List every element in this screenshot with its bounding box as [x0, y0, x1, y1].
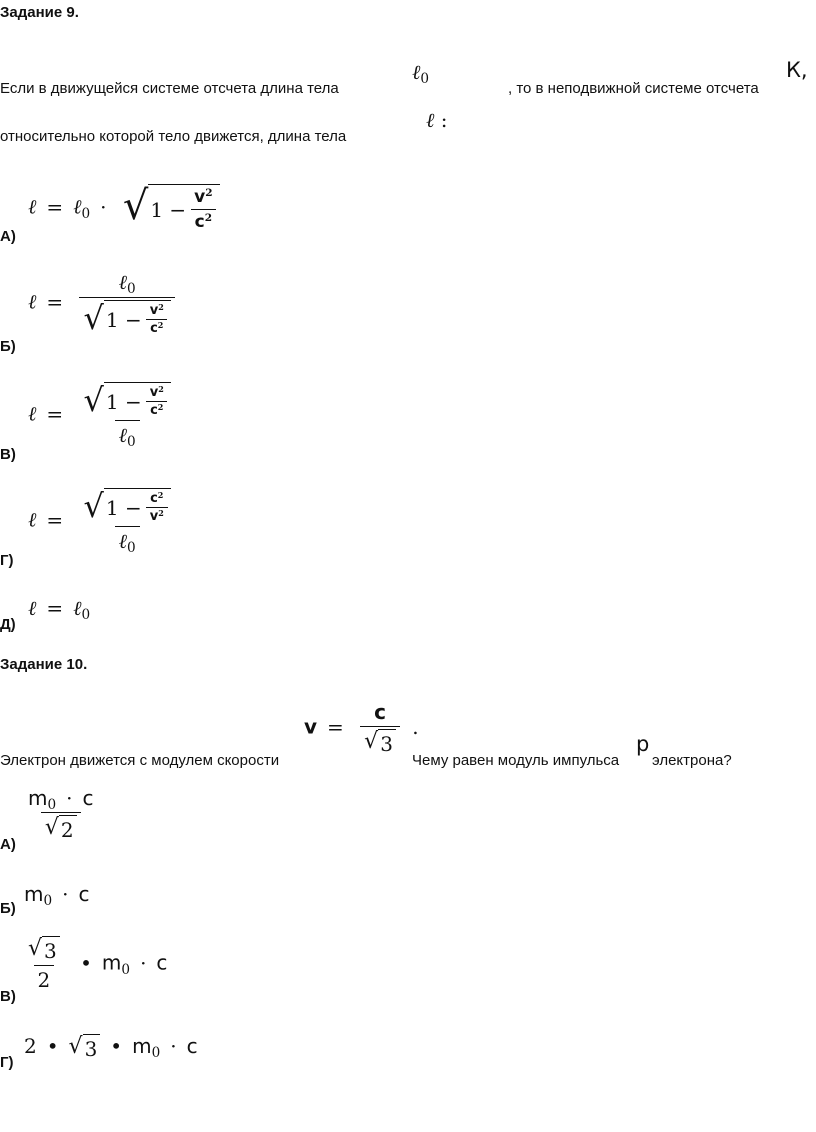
- task9-frame-symbol: К,: [786, 58, 808, 82]
- task10-speed-formula: v = c √ 3 .: [304, 700, 419, 756]
- task10-option-c-formula: √ 3 2 • $m_0 \cdot c$: [28, 936, 168, 992]
- task9-length-colon: :: [440, 108, 448, 132]
- task9-question-part3: относительно которой тело движется, длина тела: [0, 128, 347, 145]
- task9-l0-symbol: ℓ$_0$: [412, 60, 429, 88]
- task10-question-part3: электрона?: [652, 752, 732, 769]
- task10-speed-period: .: [412, 714, 419, 739]
- task9-option-c-label[interactable]: В): [0, 446, 16, 463]
- task10-option-b-label[interactable]: Б): [0, 900, 16, 917]
- task9-title: Задание 9.: [0, 4, 79, 21]
- task9-question-part1: Если в движущейся системе отсчета длина тела: [0, 80, 339, 97]
- task9-l-symbol: ℓ :: [426, 108, 448, 132]
- task10-momentum-symbol: p: [636, 732, 650, 756]
- task9-option-e-label[interactable]: Д): [0, 616, 16, 633]
- task9-option-e-formula: ℓ = ℓ$_0$: [28, 596, 91, 624]
- task10-option-d-formula: 2 • √ 3 • $m_0 \cdot c$: [24, 1034, 198, 1062]
- task10-option-a-formula: $m_0 \cdot c$ √ 2: [28, 786, 94, 842]
- task10-option-d-label[interactable]: Г): [0, 1054, 14, 1071]
- task10-option-b-formula: $m_0 \cdot c$: [24, 882, 90, 910]
- task10-title: Задание 10.: [0, 656, 88, 673]
- task9-option-c-formula: ℓ = √ 1 − $\frac{v^2}{c^2}$ ℓ$_0$: [28, 382, 175, 448]
- task9-option-d-formula: ℓ = √ 1 − $\frac{c^2}{v^2}$ ℓ$_0$: [28, 488, 175, 554]
- task10-question-part2: Чему равен модуль импульса: [412, 752, 620, 769]
- task9-option-a-label[interactable]: А): [0, 228, 16, 245]
- task9-option-d-label[interactable]: Г): [0, 552, 14, 569]
- task9-option-b-formula: ℓ = ℓ$_0$ √ 1 − $\frac{v^2}{c^2}$: [28, 270, 175, 336]
- task9-option-a-formula: ℓ = ℓ$_0$ · √ 1 − $\frac{v^2}{c^2}$: [28, 184, 220, 232]
- task10-question-part1: Электрон движется с модулем скорости: [0, 752, 280, 769]
- task9-option-b-label[interactable]: Б): [0, 338, 16, 355]
- task10-option-c-label[interactable]: В): [0, 988, 16, 1005]
- task10-option-a-label[interactable]: А): [0, 836, 16, 853]
- task9-question-part2: , то в неподвижной системе отсчета: [508, 80, 759, 97]
